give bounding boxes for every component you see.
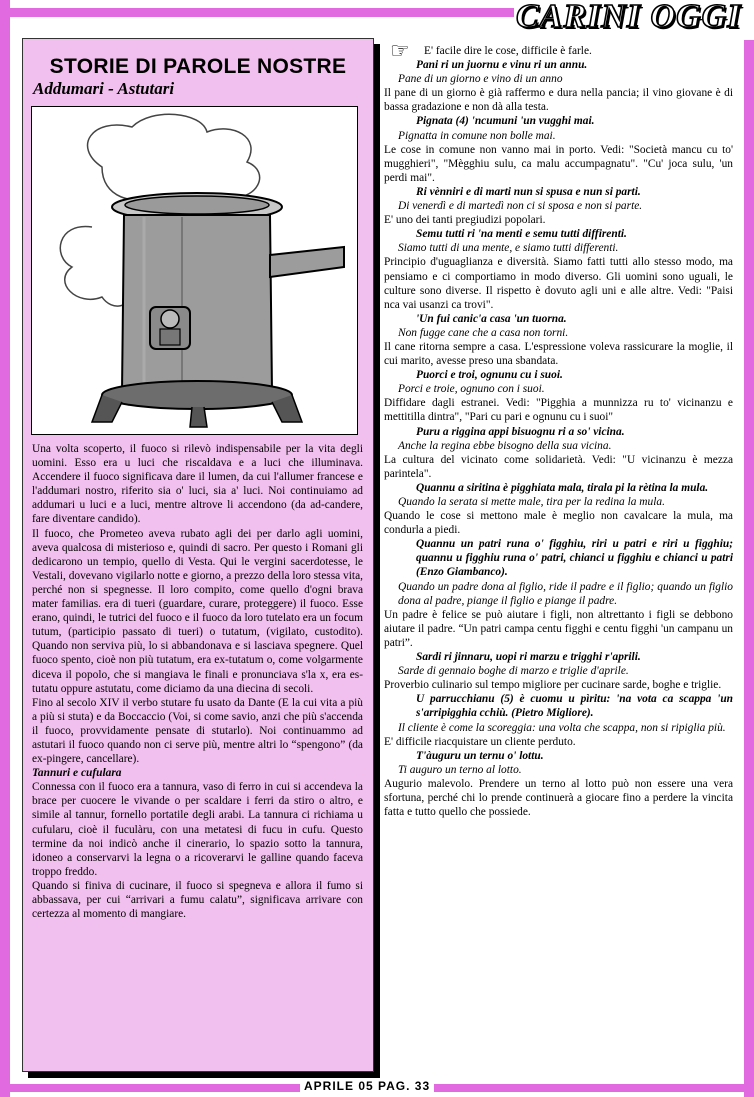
proverb-italian: Ti auguro un terno al lotto.	[398, 763, 522, 776]
left-paragraph-2: Il fuoco, che Prometeo aveva rubato agli dei per darlo agli uomini, aveva qualcosa di misterioso e, quindi di sacro. Per questo i Romani gli dedicarono un tempio, quello di Vesta. Qui le vergini sacerdotesse, le Vestali, dovevano vigilarlo notte e giorno, a prezzo della loro stessa vita, perché non si spegnesse. Il loro compito, come quello d'ogni brava mater familias. era di tueri (guardare, curare, proteggere) il fuoco. Esse erano, quindi, le tutrici del fuoco e il fuoco da loro tutelato era un focum tutum, (participio passato di tueri) o tutatum, (vigilato, custodito). Quando non serviva più, lo si abbandonava e si lasciava spegnere. Quel fuoco spento, cioè non più tutatum, era ex-tutatum o, come volgarmente diceva il popolo, che si mangiava le finali e pronunciava s'la x, era es-tutatu oppure astutatu, come diciamo da una diecina di secoli.	[32, 527, 363, 695]
left-paragraph-4: Connessa con il fuoco era a tannura, vaso di ferro in cui si accendeva la brace per cuocere le vivande o per scaldare i ferri da stiro o altro, e simile al tannur, fornello portatile degli arabi. La tannura ci richiama u cufularu, cioè il fuculàru, con una metatesi di fucu in cufu. Questo termine da noi indicò anche il cinerario, lo spazio sotto la tannura, idoneo a conservarvi la legna o a ricoverarvi le galline quando faceva troppo freddo.	[32, 781, 363, 878]
proverb-italian: Sarde di gennaio boghe di marzo e triglie d'aprile.	[398, 665, 629, 678]
left-paragraph-5: Quando si finiva di cucinare, il fuoco si spegneva e allora il fumo si abbassava, per cui “arrivari a fumu calatu”, significava arrivare con certezza al momento di mangiare.	[32, 879, 363, 921]
left-paragraph-3: Fino al secolo XIV il verbo stutare fu usato da Dante (E la cui vita a più a più si stuta) e da Boccaccio (Voi, si come savio, anzi che più s'accenda il fuoco, provvidamente pensate di stutarlo). Noi continuammo ad astutari il fuoco quando non ci serve più, mentre altri lo “spengono” (da ex-pingere, cancellare).	[32, 696, 363, 766]
proverb-explanation: Proverbio culinario sul tempo migliore per cucinare sarde, boghe e triglie.	[384, 679, 722, 692]
page-footer: APRILE 05 PAG. 33	[300, 1079, 434, 1093]
proverb-explanation: Principio d'uguaglianza e diversità. Siamo fatti tutti allo stesso modo, ma pensiamo e ci comportiamo in modo diverso. Gli uomini sono uguali, le culture sono diverse. Il rispetto è dovuto agli uni e alle altre. Vedi: "Paisi nca vai usanzi ca trovi".	[384, 256, 733, 311]
proverb-sicilian: Ri vènniri e di marti nun si spusa e nun si parti.	[416, 185, 641, 198]
proverb-explanation: Diffidare dagli estranei. Vedi: "Pigghia a munnizza ru to' vicinanzu e mettitilla dintra", "Pari cu pari e ognunu cu i suoi"	[384, 397, 733, 424]
proverb-italian: Di venerdì e di martedì non ci si sposa e non si parte.	[398, 200, 643, 213]
pointing-hand-icon: ☞	[390, 38, 410, 63]
proverb-sicilian: Quannu a siritina è pigghiata mala, tirala pi la rètina la mula.	[416, 481, 709, 494]
proverb-explanation: Le cose in comune non vanno mai in porto. Vedi: "Società mancu cu to' mugghieri", "Mègghiu sulu, ca malu accumpagnatu". "Cu' joca sulu, 'un perdi mai".	[384, 143, 733, 184]
proverb-sicilian: T'àuguru un ternu o' lottu.	[416, 749, 544, 762]
proverb-explanation: Il pane di un giorno è già raffermo e dura nella pancia; il vino giovane è di bassa gradazione e non dà alla testa.	[384, 87, 733, 114]
proverb-sicilian: Quannu un patri runa o' figghiu, riri u patri e riri u figghiu; quannu u figghiu runa o' patri, chianci u figghiu e chianci u patri (Enzo Giambanco).	[416, 538, 733, 579]
proverb-sicilian: Pignata (4) 'ncumuni 'un vugghi mai.	[416, 115, 595, 128]
proverb-italian: Anche la regina ebbe bisogno della sua vicina.	[398, 439, 612, 452]
proverb-sicilian: Pani ri un juornu e vinu ri un annu.	[416, 59, 588, 72]
top-border-stripe	[0, 8, 514, 17]
proverb-sicilian: 'Un fui canic'a casa 'un tuorna.	[416, 312, 567, 325]
proverb-explanation: E' difficile riacquistare un cliente perduto.	[384, 735, 576, 748]
proverb-explanation: Quando le cose si mettono male è meglio non cavalcare la mula, ma condurla a piedi.	[384, 510, 733, 537]
proverb-italian: Pignatta in comune non bolle mai.	[398, 129, 556, 142]
left-article-body	[32, 442, 363, 921]
proverb-italian: Il cliente è come la scoreggia: una volta che scappa, non si ripiglia più.	[398, 721, 726, 734]
right-border-stripe	[744, 40, 754, 1097]
proverb-explanation: E' uno dei tanti pregiudizi popolari.	[384, 214, 546, 227]
proverb-italian: Porci e troie, ognuno con i suoi.	[398, 383, 545, 396]
proverb-italian: Pane di un giorno e vino di un anno	[398, 73, 563, 86]
proverb-sicilian: Semu tutti ri 'na menti e semu tutti diffirenti.	[416, 228, 627, 241]
left-border-stripe	[0, 0, 10, 1097]
stove-drawing	[32, 107, 357, 434]
proverb-explanation: E' facile dire le cose, difficile è farle.	[424, 45, 592, 57]
proverb-explanation: Il cane ritorna sempre a casa. L'espressione voleva rassicurare la moglie, il cui marito, avesse preso una sbandata.	[384, 340, 733, 368]
proverb-italian: Siamo tutti di una mente, e siamo tutti differenti.	[398, 242, 619, 255]
proverb-italian: Non fugge cane che a casa non torni.	[398, 326, 569, 339]
proverb-italian: Quando la serata si mette male, tira per la redina la mula.	[398, 496, 665, 508]
proverb-explanation: La cultura del vicinato come solidarietà. Vedi: "U vicinanzu è mezza parintela".	[384, 453, 733, 480]
proverbs-column	[384, 44, 733, 819]
proverb-sicilian: Puorci e troi, ognunu cu i suoi.	[416, 369, 563, 382]
proverb-sicilian: U parrucchianu (5) è cuomu u pìritu: 'na vota ca scappa 'un s'arripigghia cchiù. (Pietro Migliore).	[416, 693, 733, 720]
proverb-sicilian: Sardi ri jinnaru, uopi ri marzu e trigghi r'aprili.	[416, 651, 641, 664]
masthead-title: CARINI OGGI	[516, 0, 742, 35]
left-paragraph-1: Una volta scoperto, il fuoco si rilevò indispensabile per la vita degli uomini. Esso era u luci che riscaldava e a luci che illuminava. Accendere il fuoco significava dare il lumen, da cui l'allumer francese e l'addumari nostro, riferito sia o' luci, sia a' luci. Noi continuiamo ad addumari u luci e a luci, mentre altrove li accendono (da ad-candere, fare diventare candido).	[32, 443, 363, 526]
article-subtitle: Addumari - Astutari	[33, 79, 175, 98]
stove-illustration	[31, 106, 358, 435]
masthead	[510, 0, 754, 44]
left-section-heading: Tannuri e cufulara	[32, 767, 122, 780]
article-title: STORIE DI PAROLE NOSTRE	[49, 55, 347, 78]
proverb-explanation: Augurio malevolo. Prendere un terno al lotto può non essere una vera sfortuna, perché chi lo prende continuerà a giocare fino a perdere la vincita fatta e tutto quello che possiede.	[384, 777, 733, 819]
proverb-explanation: Un padre è felice se può aiutare i figli, non altrettanto i figli se debbono aiutare il padre. “Un patri campa centu figghi e centu figghi 'un campanu un patri”.	[384, 608, 733, 649]
proverb-italian: Quando un padre dona al figlio, ride il padre e il figlio; quando un figlio dona al padre, piange il figlio e piange il padre.	[398, 580, 733, 607]
proverb-sicilian: Puru a riggina appi bisuognu ri a so' vicina.	[416, 425, 625, 438]
